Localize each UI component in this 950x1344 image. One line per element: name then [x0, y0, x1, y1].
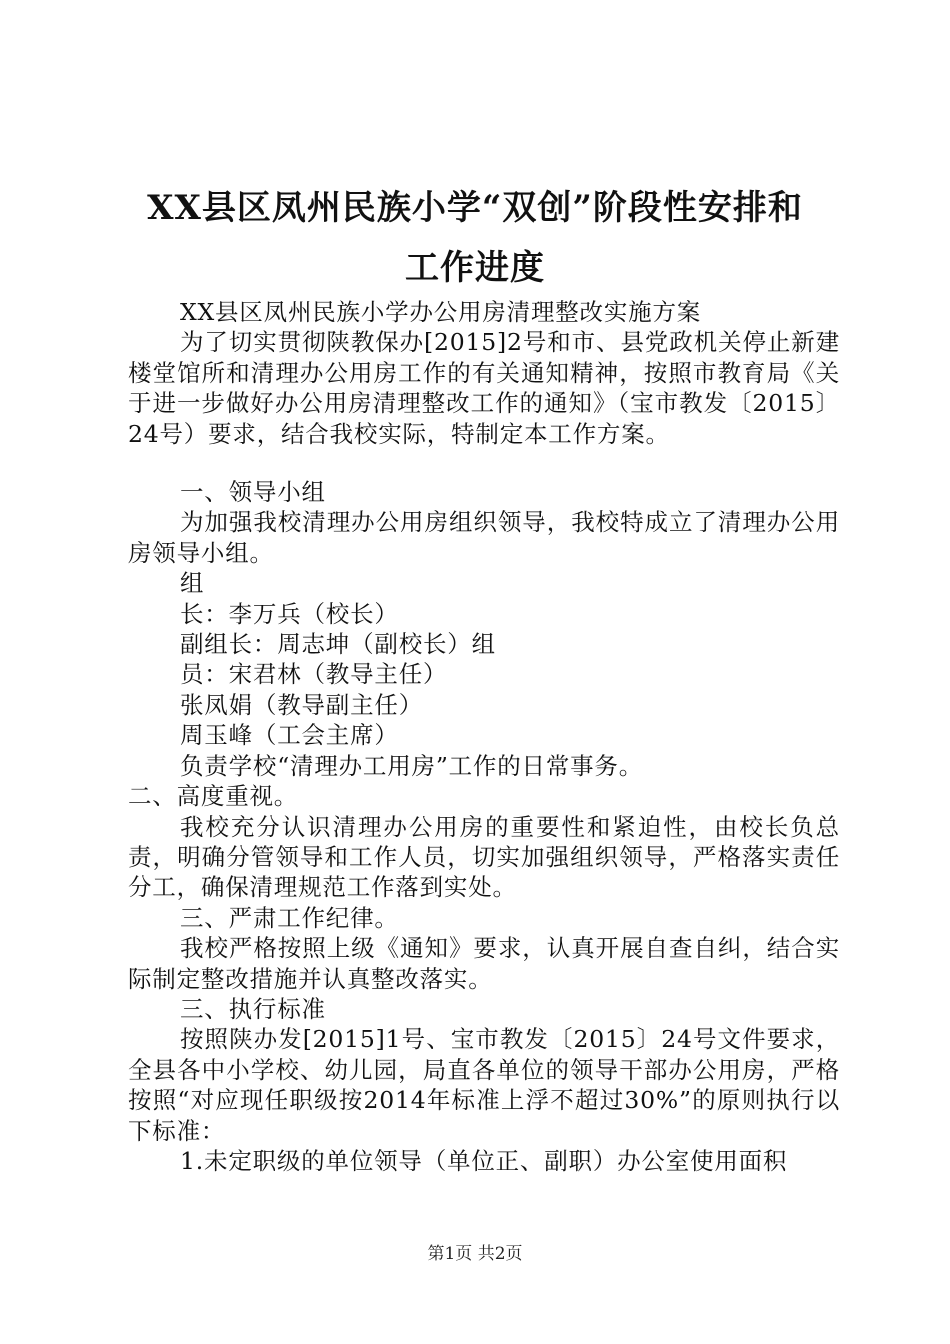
document-title-line-1: XX县区凤州民族小学“双创”阶段性安排和: [147, 188, 803, 228]
member-line: 周玉峰（工会主席）: [180, 721, 399, 750]
section-heading-attention: 二、高度重视。: [128, 782, 299, 811]
section-heading-leadership: 一、领导小组: [180, 478, 326, 507]
document-body: [128, 297, 840, 1176]
member-line: 长：李万兵（校长）: [180, 599, 399, 628]
intro-paragraph: 为了切实贯彻陕教保办[2015]2号和市、县党政机关停止新建楼堂馆所和清理办公用房工作的有关通知精神，按照市教育局《关于进一步做好办公用房清理整改工作的通知》（宝市教发〔2015〕24号）要求，结合我校实际，特制定本工作方案。: [128, 328, 840, 448]
member-line: 副组长：周志坤（副校长）组: [180, 630, 496, 659]
discipline-paragraph: 我校严格按照上级《通知》要求，认真开展自查自纠，结合实际制定整改措施并认真整改落实。: [128, 934, 840, 993]
section-heading-discipline: 三、严肃工作纪律。: [180, 903, 399, 932]
duty-line: 负责学校“清理办工用房”工作的日常事务。: [180, 751, 644, 780]
member-line: 组: [180, 569, 205, 598]
section-heading-standards: 三、执行标准: [180, 994, 326, 1023]
plan-subtitle: XX县区凤州民族小学办公用房清理整改实施方案: [180, 298, 702, 326]
page-footer: 第1页 共2页: [427, 1244, 523, 1264]
standards-paragraph: 按照陕办发[2015]1号、宝市教发〔2015〕24号文件要求，全县各中小学校、幼儿园，局直各单位的领导干部办公用房，严格按照“对应现任职级按2014年标准上浮不超过30%”的原则执行以下标准：: [128, 1025, 840, 1145]
standard-item-1: 1.未定职级的单位领导（单位正、副职）办公室使用面积: [180, 1146, 788, 1175]
member-line: 张凤娟（教导副主任）: [180, 690, 423, 719]
paragraph-gap: [128, 449, 840, 477]
attention-paragraph: 我校充分认识清理办公用房的重要性和紧迫性，由校长负总责，明确分管领导和工作人员，切实加强组织领导，严格落实责任分工，确保清理规范工作落到实处。: [128, 812, 840, 902]
leadership-paragraph: 为加强我校清理办公用房组织领导，我校特成立了清理办公用房领导小组。: [128, 508, 840, 567]
document-title-line-2: 工作进度: [405, 248, 545, 288]
member-line: 员：宋君林（教导主任）: [180, 660, 448, 689]
